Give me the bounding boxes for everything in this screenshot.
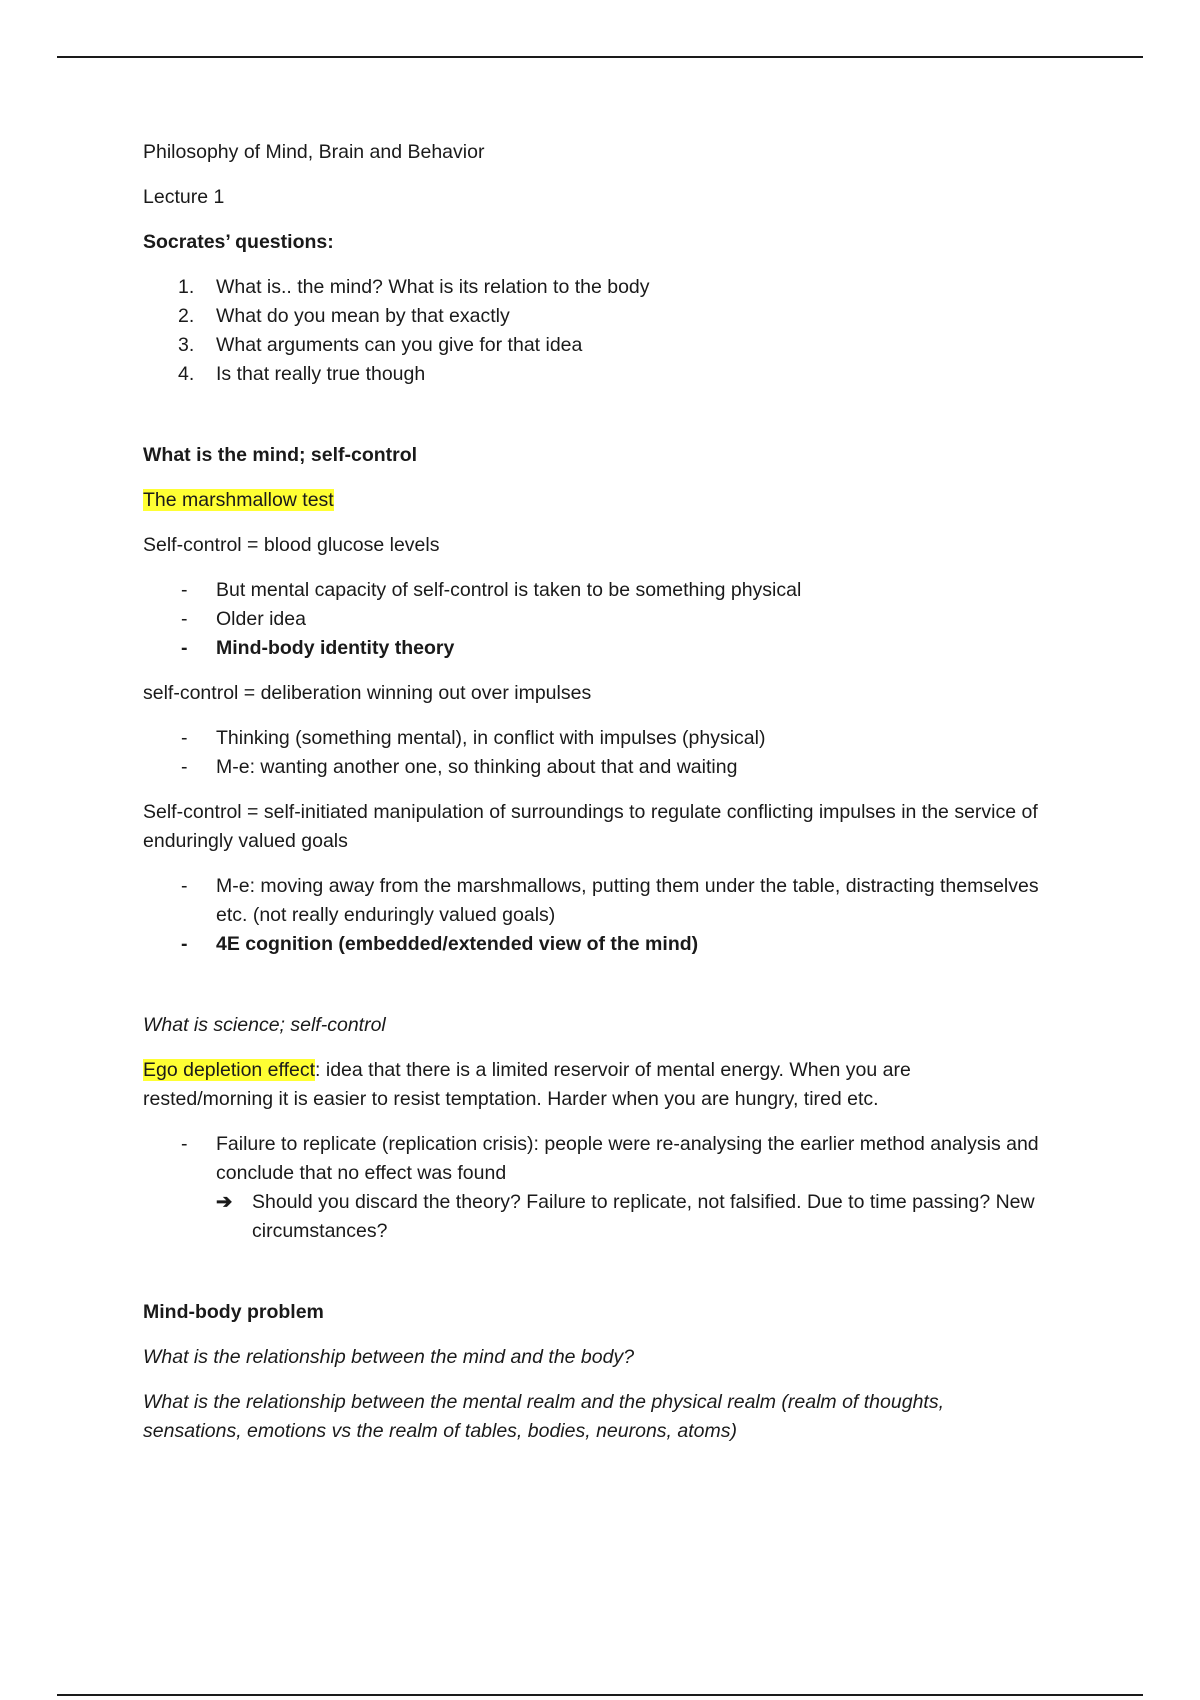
list-item bbox=[143, 634, 1043, 663]
list-item-text: Failure to replicate (replication crisis): people were re-analysing the earlier method analysis and conclude that no effect was found bbox=[216, 1133, 1039, 1184]
mindbody-question-1: What is the relationship between the mind and the body? bbox=[143, 1346, 635, 1368]
list-item bbox=[143, 753, 1043, 782]
list-item bbox=[143, 930, 1043, 959]
list-number: 1. bbox=[178, 276, 195, 298]
replication-bullets bbox=[143, 1130, 1043, 1246]
list-item-text: What arguments can you give for that idea bbox=[216, 334, 583, 356]
list-item bbox=[216, 1188, 1043, 1246]
list-item-text: What is.. the mind? What is its relation to the body bbox=[216, 276, 650, 298]
list-item-text: Older idea bbox=[216, 608, 306, 630]
definition-glucose: Self-control = blood glucose levels bbox=[143, 534, 440, 556]
socrates-questions-list bbox=[143, 273, 1043, 389]
list-number: 4. bbox=[178, 363, 195, 385]
manipulation-bullets bbox=[143, 872, 1043, 959]
footer-rule bbox=[57, 1694, 1143, 1696]
dash-bullet: - bbox=[181, 727, 188, 749]
ego-depletion-text: : idea that there is a limited reservoir of mental energy. When you are rested/morning it is easier to resist temptation. Harder when you are hungry, tired etc. bbox=[143, 1059, 911, 1110]
definition-deliberation: self-control = deliberation winning out over impulses bbox=[143, 682, 592, 704]
list-item-text: What do you mean by that exactly bbox=[216, 305, 510, 327]
list-item bbox=[143, 360, 1043, 389]
list-item bbox=[143, 872, 1043, 930]
marshmallow-test-highlight: The marshmallow test bbox=[143, 489, 334, 511]
science-section-heading: What is science; self-control bbox=[143, 1014, 386, 1036]
list-item-text: Should you discard the theory? Failure to replicate, not falsified. Due to time passing? New circumstances? bbox=[252, 1191, 1035, 1242]
list-number: 2. bbox=[178, 305, 195, 327]
list-item-text: M-e: wanting another one, so thinking about that and waiting bbox=[216, 756, 738, 778]
list-item bbox=[143, 273, 1043, 302]
dash-bullet: - bbox=[181, 875, 188, 897]
definition-manipulation: Self-control = self-initiated manipulation of surroundings to regulate conflicting impulses in the service of enduringly valued goals bbox=[143, 801, 1038, 852]
list-item-text: But mental capacity of self-control is taken to be something physical bbox=[216, 579, 802, 601]
document-body bbox=[143, 138, 1043, 1462]
list-item bbox=[143, 605, 1043, 634]
arrow-right-icon: ➔ bbox=[216, 1191, 233, 1213]
header-rule bbox=[57, 56, 1143, 58]
list-item bbox=[143, 331, 1043, 360]
glucose-bullets bbox=[143, 576, 1043, 663]
dash-bullet: - bbox=[181, 756, 188, 778]
dash-bullet: - bbox=[181, 1133, 188, 1155]
arrow-sublist bbox=[216, 1188, 1043, 1246]
ego-depletion-highlight: Ego depletion effect bbox=[143, 1059, 316, 1081]
course-title: Philosophy of Mind, Brain and Behavior bbox=[143, 141, 485, 163]
list-item-text: M-e: moving away from the marshmallows, putting them under the table, distracting themselves etc. (not really enduringly valued goals) bbox=[216, 875, 1039, 926]
list-number: 3. bbox=[178, 334, 195, 356]
list-item-text: Is that really true though bbox=[216, 363, 426, 385]
list-item-text: Thinking (something mental), in conflict with impulses (physical) bbox=[216, 727, 766, 749]
list-item bbox=[143, 1130, 1043, 1246]
dash-bullet: - bbox=[181, 637, 188, 659]
dash-bullet: - bbox=[181, 579, 188, 601]
dash-bullet: - bbox=[181, 933, 188, 955]
socrates-heading: Socrates’ questions: bbox=[143, 231, 334, 253]
ego-depletion-paragraph bbox=[143, 1056, 1043, 1114]
mind-section-heading: What is the mind; self-control bbox=[143, 444, 418, 466]
list-item-text: Mind-body identity theory bbox=[216, 637, 455, 659]
mindbody-section-heading: Mind-body problem bbox=[143, 1301, 324, 1323]
deliberation-bullets bbox=[143, 724, 1043, 782]
list-item bbox=[143, 724, 1043, 753]
mindbody-question-2: What is the relationship between the mental realm and the physical realm (realm of thoughts, sensations, emotions vs the realm of tables, bodies, neurons, atoms) bbox=[143, 1391, 944, 1442]
dash-bullet: - bbox=[181, 608, 188, 630]
lecture-label: Lecture 1 bbox=[143, 186, 225, 208]
list-item bbox=[143, 576, 1043, 605]
list-item bbox=[143, 302, 1043, 331]
list-item-text: 4E cognition (embedded/extended view of the mind) bbox=[216, 933, 699, 955]
